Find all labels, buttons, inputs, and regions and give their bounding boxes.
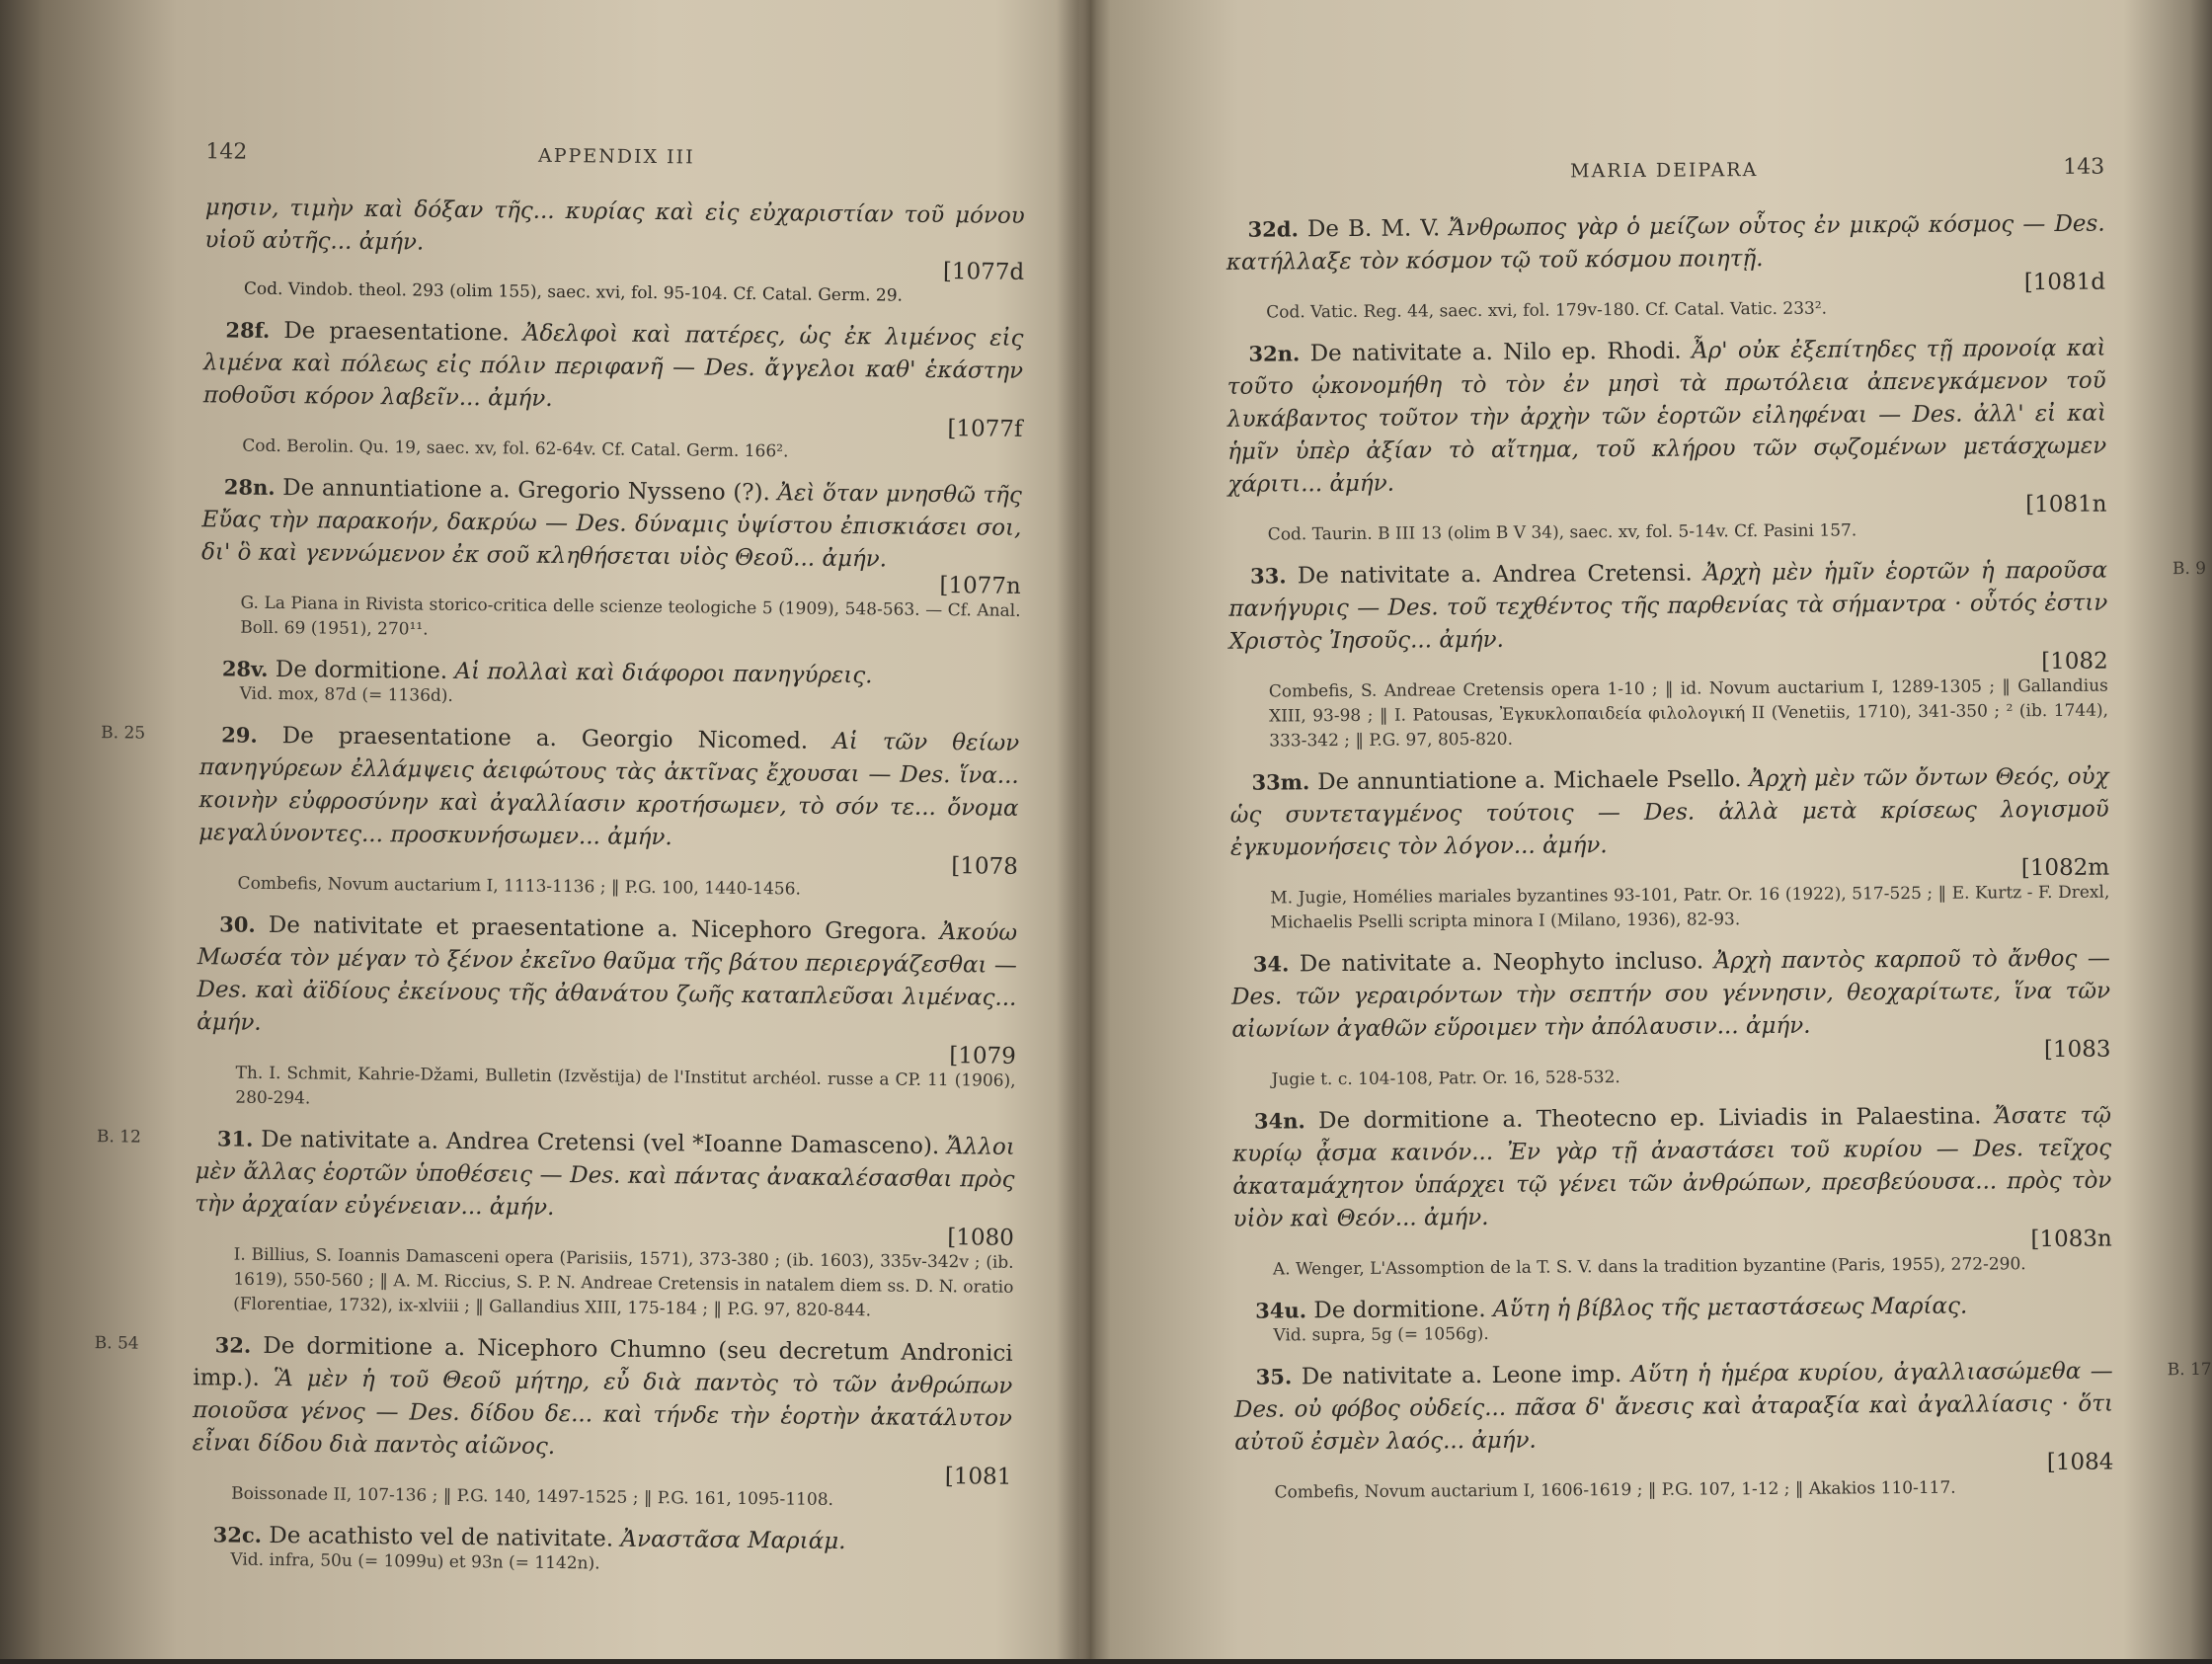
catalog-entry [200, 470, 1022, 649]
entry-title: De B. M. V. [1306, 215, 1441, 243]
catalog-entry [199, 652, 1020, 715]
entry-number: 32n. [1248, 341, 1301, 366]
catalog-entry [1225, 207, 2105, 326]
entry-bibliography: A. Wenger, L'Assomption de la T. S. V. dans la tradition byzantine (Paris, 1955), 272-290. [1272, 1254, 2026, 1280]
entry-number: 35. [1255, 1364, 1293, 1389]
catalog-entry [196, 908, 1017, 1119]
entry-number: 29. [221, 722, 258, 748]
entry-bibliography: Cod. Vatic. Reg. 44, saec. xvi, fol. 179v-180. Cf. Catal. Vatic. 233². [1266, 298, 1828, 323]
entry-bhg-ref: [1077f [947, 416, 1023, 442]
entry-bibliography: Combefis, S. Andreae Cretensis opera 1-10 ; ‖ id. Novum auctarium I, 1289-1305 ; ‖ Gallandius XIII, 93-98 ; ‖ I. Patousas, Ἐγκυκλοπαιδεία φιλολογική II (Venetiis, 1710), 341-350 ; ² (ib. 1744), 333-342 ; ‖ P.G. 97, 805-820. [1268, 675, 2109, 752]
entry-bibliography: Combefis, Novum auctarium I, 1606-1619 ; ‖ P.G. 107, 1-12 ; ‖ Akakios 110-117. [1274, 1477, 1956, 1503]
entry-bibliography: Jugie t. c. 104-108, Patr. Or. 16, 528-532. [1271, 1068, 1620, 1090]
entry-heading [198, 718, 1019, 858]
entry-incipit: Ἀναστᾶσα Μαριάμ. [620, 1526, 846, 1555]
entry-title: De annuntiatione a. Michaele Psello. [1317, 766, 1742, 796]
margin-reference: B. 9 [2172, 558, 2207, 580]
right-page [1086, 0, 2212, 1663]
catalog-entry [96, 1122, 1015, 1325]
entry-incipit: Ἀρχὴ μὲν ἡμῖν ἑορτῶν ἡ παροῦσα πανήγυρις — Des. τοῦ τεχθέντος τῆς παρθενίας τὰ σήμαντρα · οὗτός ἐστιν Χριστὸς Ἰησοῦς... ἀμήν. [1228, 557, 2108, 655]
catalog-entry [1226, 332, 2106, 548]
catalog-entry [191, 1518, 1011, 1581]
left-lead-text: μησιν, τιμὴν καὶ δόξαν τῆς... κυρίας καὶ εἰς εὐχαριστίαν τοῦ μόνου υἱοῦ αὐτῆς... ἀμήν. [204, 195, 1025, 256]
entry-bhg-ref: [1084 [2046, 1449, 2114, 1476]
margin-reference: B. 54 [94, 1333, 139, 1354]
entry-title: De dormitione a. Theotecno ep. Liviadis in Palaestina. [1317, 1103, 1982, 1135]
entry-number: 34u. [1255, 1298, 1307, 1323]
entry-bhg-ref: [1083 [2043, 1036, 2111, 1064]
entry-incipit: Ἀρχὴ παντὸς καρποῦ τὸ ἄνθος — Des. τῶν γεραιρόντων τὴν σεπτήν σου γέννησιν, θεοχαρίτωτε, ἵνα τῶν αἰωνίων ἀγαθῶν εὕροιμεν τὴν ἀπόλαυσιν... ἀμήν. [1230, 945, 2111, 1043]
entry-number: 34. [1252, 951, 1290, 977]
entry-heading [197, 908, 1017, 1048]
entry-bibliography: Vid. supra, 5g (= 1056g). [1273, 1323, 1489, 1346]
entry-bhg-ref: [1079 [949, 1043, 1016, 1070]
catalog-entry [1231, 942, 2111, 1093]
catalog-entry [94, 1328, 1013, 1515]
catalog-entry [1232, 1099, 2112, 1283]
entry-number: 28v. [221, 656, 269, 681]
catalog-entry [202, 313, 1023, 467]
entry-bibliography: M. Jugie, Homélies mariales byzantines 93-101, Patr. Or. 16 (1922), 517-525 ; ‖ E. Kurtz - F. Drexl, Michaelis Pselli scripta minora I (Milano, 1936), 82-93. [1270, 882, 2110, 933]
entry-incipit: Ἀρχὴ μὲν τῶν ὄντων Θεός, οὐχ ὡς συντεταγμένος τούτοις — Des. ἀλλὰ μετὰ κρίσεως λογισμοῦ ἐγκυμονήσεις τὸν λόγον... ἀμήν. [1229, 763, 2109, 861]
entry-number: 28f. [225, 317, 271, 343]
entry-title: De nativitate a. Leone imp. [1301, 1362, 1622, 1390]
entry-title: De dormitione a. Nicephoro Chumno (seu decretum Andronici imp.). [193, 1332, 1013, 1391]
entry-number: 30. [219, 911, 256, 937]
entry-bibliography: Vid. infra, 50u (= 1099u) et 93n (= 1142n). [230, 1549, 600, 1574]
entry-title: De praesentatione a. Georgio Nicomed. [281, 723, 809, 754]
entry-heading [1228, 554, 2108, 659]
entry-incipit: Ἆρ' οὐκ ἐξεπίτηδες τῇ προνοίᾳ καὶ τοῦτο ᾠκονομήθη τὸ τὸν ἐν μησὶ τὰ πρωτόλεια ἀπενεγκάμενον τοῦ λυκάβαντος τοῦτον τὴν ἀρχὴν τῶν ἑορτῶν εἰληφέναι — Des. ἀλλ' εἰ καὶ ἡμῖν ὑπὲρ ἀξίαν τὸ αἴτημα, τοῦ κλήρου τῶν σῳζομένων μετάσχωμεν χάριτι... ἀμήν. [1226, 335, 2107, 498]
entry-incipit: Ἃ μὲν ἡ τοῦ Θεοῦ μήτηρ, εὖ διὰ παντὸς τὸ τῶν ἀνθρώπων ποιοῦσα γένος — Des. δίδου δε... καὶ τήνδε τὴν ἑορτὴν ἀκατάλυτον εἶναι δίδου διὰ παντὸς αἰῶνος. [192, 1366, 1013, 1460]
margin-reference: B. 12 [96, 1127, 141, 1148]
entry-title: De nativitate a. Andrea Cretensi (vel *Ioanne Damasceno). [261, 1126, 940, 1160]
margin-reference: B. 17 [2167, 1359, 2212, 1381]
left-running-head [205, 139, 1025, 173]
catalog-entry [1233, 1355, 2212, 1506]
entry-heading [203, 313, 1024, 421]
left-running-title: APPENDIX III [537, 144, 695, 169]
entry-number: 34n. [1253, 1108, 1305, 1134]
entry-bibliography: G. La Piana in Rivista storico-critica delle scienze teologiche 5 (1909), 548-563. — Cf. Anal. Boll. 69 (1951), 270¹¹. [240, 593, 1021, 640]
catalog-entry [1229, 760, 2109, 936]
entry-title: De praesentatione. [283, 318, 510, 347]
entry-number: 33. [1249, 563, 1287, 589]
entry-bibliography: Cod. Taurin. B III 13 (olim B V 34), saec. xv, fol. 5-14v. Cf. Pasini 157. [1267, 520, 1857, 545]
entry-number: 32c. [212, 1522, 263, 1547]
right-entries [1225, 207, 2212, 1506]
entry-heading [1225, 207, 2104, 279]
left-page-number: 142 [205, 139, 248, 165]
entry-title: De nativitate et praesentatione a. Nicephoro Gregora. [268, 911, 927, 945]
entry-bhg-ref: [1080 [947, 1225, 1015, 1251]
entry-bibliography: Th. I. Schmit, Kahrie-Džami, Bulletin (Izvěstija) de l'Institut archéol. russe a CP. 11 (1906), 280-294. [235, 1063, 1016, 1109]
entry-incipit: Ἀκούω Μωσέα τὸν μέγαν τὸ ξένον ἐκεῖνο θαῦμα τῆς βάτου περιεργάζεσθαι — Des. καὶ ἀϊδίους ἐκείνους τῆς ἀθανάτου ζωῆς καταπλεῦσαι λιμένας... ἀμήν. [197, 919, 1018, 1036]
entry-heading [193, 1328, 1013, 1468]
entry-incipit: Ἄλλοι μὲν ἄλλας ἑορτῶν ὑποθέσεις — Des. καὶ πάντας ἀνακαλέσασθαι πρὸς τὴν ἀρχαίαν εὐγένειαν... ἀμήν. [195, 1134, 1015, 1221]
entry-bibliography: Boissonade II, 107-136 ; ‖ P.G. 140, 1497-1525 ; ‖ P.G. 161, 1095-1108. [231, 1483, 834, 1510]
margin-reference: B. 25 [101, 723, 146, 744]
entry-title: De nativitate a. Andrea Cretensi. [1297, 560, 1693, 590]
entry-incipit: Αἱ τῶν θείων πανηγύρεων ἐλλάμψεις ἀειφώτους τὰς ἀκτῖνας ἔχουσαι — Des. ἵνα... κοινὴν εὐφροσύνην καὶ ἀγαλλίασιν κροτήσωμεν, τὸ σόν τε... ὄνομα μεγαλύνοντες... προσκυνήσωμεν... ἀμήν. [198, 728, 1020, 851]
entry-incipit: Αὕτη ἡ βίβλος τῆς μεταστάσεως Μαρίας. [1492, 1293, 1968, 1322]
entry-title: De dormitione. [1313, 1297, 1486, 1324]
right-page-number: 143 [2063, 154, 2105, 180]
entry-title: De nativitate a. Nilo ep. Rhodi. [1309, 338, 1682, 367]
entry-title: De acathisto vel de nativitate. [269, 1522, 614, 1552]
entry-heading [1226, 332, 2106, 502]
entry-bhg-ref: [1082m [2020, 854, 2110, 882]
left-lead-ref: [1077d [942, 259, 1025, 285]
entry-bhg-ref: [1082 [2041, 648, 2108, 675]
left-entries [94, 313, 1024, 1581]
entry-incipit: Ἀεὶ ὅταν μνησθῶ τῆς Εὔας τὴν παρακοήν, δακρύω — Des. δύναμις ὑψίστου ἐπισκιάσει σοι, δι' ὃ καὶ γεννώμενον ἐκ σοῦ κληθήσεται υἱὸς Θεοῦ... ἀμήν. [200, 480, 1022, 573]
entry-title: De dormitione. [275, 656, 448, 684]
entry-bhg-ref: [1077n [939, 573, 1021, 599]
left-lead-note: Cod. Vindob. theol. 293 (olim 155), saec. xvi, fol. 95-104. Cf. Catal. Germ. 29. [243, 278, 904, 306]
entry-title: De nativitate a. Neophyto incluso. [1299, 948, 1704, 978]
entry-heading [1231, 942, 2111, 1047]
entry-number: 31. [216, 1126, 254, 1151]
entry-heading [1232, 1099, 2112, 1236]
entry-heading [201, 470, 1022, 578]
entry-heading [1234, 1355, 2114, 1460]
entry-number: 28n. [223, 474, 276, 500]
entry-incipit: Αἱ πολλαὶ καὶ διάφοροι πανηγύρεις. [454, 658, 873, 689]
entry-bhg-ref: [1081n [2025, 491, 2107, 518]
catalog-entry [101, 718, 1020, 905]
entry-bhg-ref: [1078 [951, 853, 1018, 880]
entry-number: 32d. [1247, 216, 1299, 242]
left-page [41, 0, 1066, 1664]
entry-bibliography: Combefis, Novum auctarium I, 1113-1136 ; ‖ P.G. 100, 1440-1456. [237, 873, 802, 900]
entry-bibliography: Vid. mox, 87d (= 1136d). [239, 683, 453, 706]
entry-bhg-ref: [1083n [2030, 1226, 2112, 1253]
entry-bibliography: I. Billius, S. Ioannis Damasceni opera (Parisiis, 1571), 373-380 ; (ib. 1603), 335v-342v ; (ib. 1619), 550-560 ; ‖ A. M. Riccius, S. P. N. Andreae Cretensis in natalem diem ss. D. N. oratio (Florentiae, 1732), ix-xlviii ; ‖ Gallandius XIII, 175-184 ; ‖ P.G. 97, 820-844. [233, 1244, 1014, 1321]
entry-incipit: Αὕτη ἡ ἡμέρα κυρίου, ἀγαλλιασώμεθα — Des. οὐ φόβος οὐδείς... πᾶσα δ' ἄνεσις καὶ ἀταραξία καὶ ἀγαλλίασις · ὅτι αὐτοῦ ἐσμὲν λαός... ἀμήν. [1233, 1358, 2114, 1456]
entry-bhg-ref: [1081 [944, 1464, 1012, 1490]
catalog-entry [1228, 554, 2207, 754]
entry-heading [1229, 760, 2109, 865]
entry-heading [195, 1122, 1015, 1229]
right-running-head [1225, 155, 2104, 186]
right-running-title: MARIA DEIPARA [1570, 159, 1759, 183]
entry-incipit: Ἄνθρωπος γὰρ ὁ μείζων οὗτος ἐν μικρῷ κόσμος — Des. κατήλλαξε τὸν κόσμον τῷ τοῦ κόσμου ποιητῇ. [1225, 210, 2105, 276]
entry-title: De annuntiatione a. Gregorio Nysseno (?). [282, 475, 770, 507]
entry-incipit: Ἀδελφοὶ καὶ πατέρες, ὡς ἐκ λιμένος εἰς λιμένα καὶ πόλεως εἰς πόλιν περιφανῆ — Des. ἄγγελοι καθ' ἑκάστην ποθοῦσι κόρον λαβεῖν... ἀμήν. [202, 320, 1024, 412]
entry-bibliography: Cod. Berolin. Qu. 19, saec. xv, fol. 62-64v. Cf. Catal. Germ. 166². [242, 436, 789, 462]
entry-number: 33m. [1251, 769, 1310, 795]
entry-bhg-ref: [1081d [2023, 269, 2106, 296]
catalog-entry [1233, 1289, 2112, 1349]
entry-incipit: Ἄσατε τῷ κυρίῳ ᾆσμα καινόν... Ἐν γὰρ τῇ ἀναστάσει τοῦ κυρίου — Des. τεῖχος ἀκαταμάχητον ὑπάρχει τῷ γένει τῶν ἀνθρώπων, πρεσβεύουσα... πρὸς τὸν υἱὸν καὶ Θεόν... ἀμήν. [1232, 1102, 2112, 1232]
entry-number: 32. [214, 1332, 252, 1358]
